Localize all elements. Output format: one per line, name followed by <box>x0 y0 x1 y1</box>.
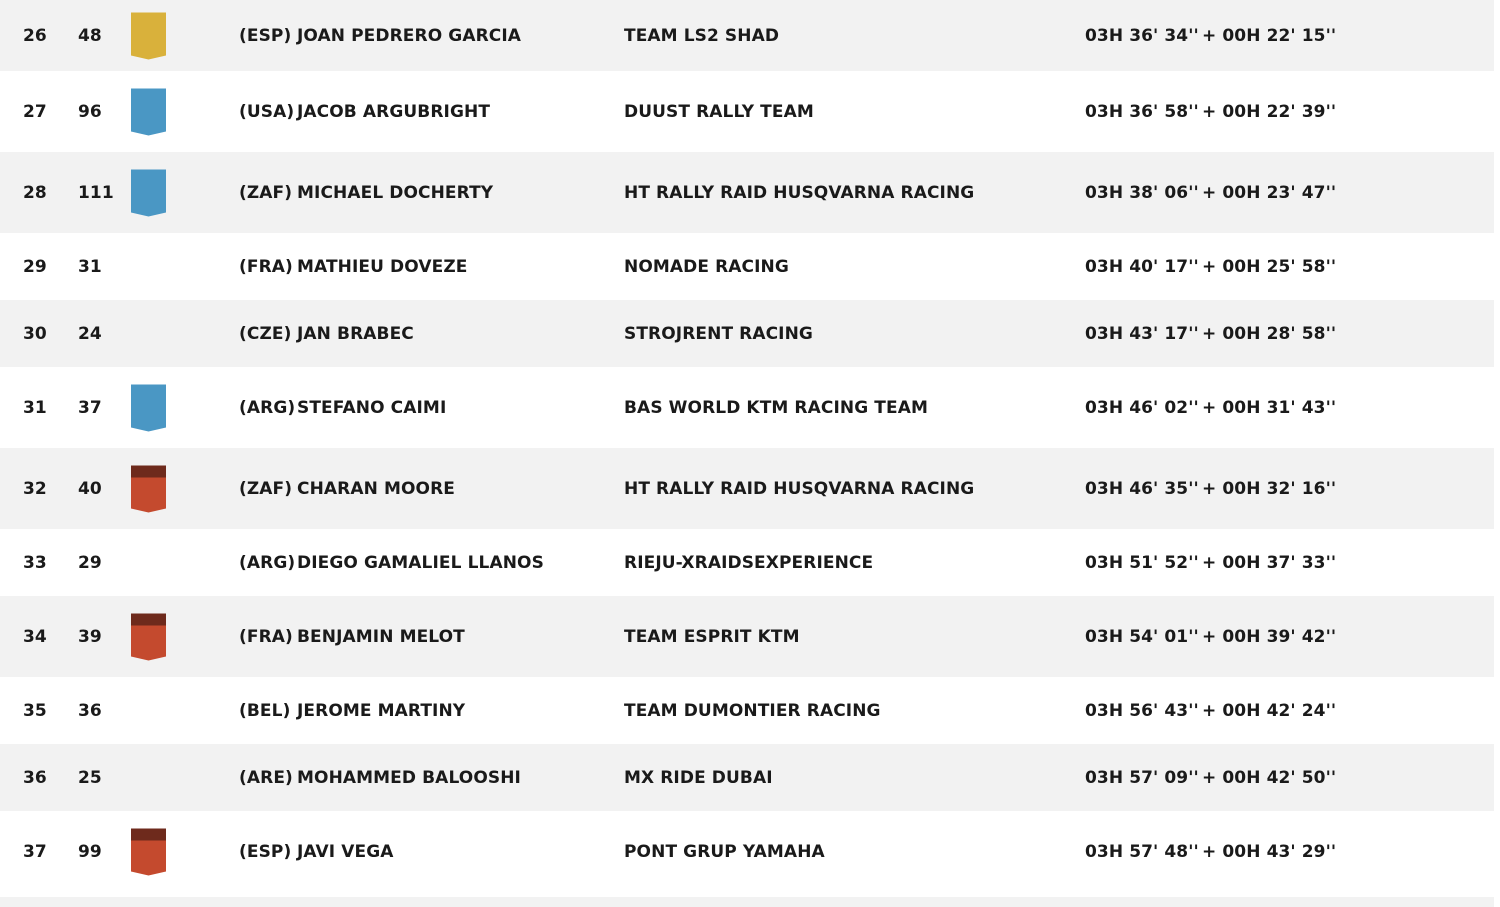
team-name-cell: HT RALLY RAID HUSQVARNA RACING <box>624 478 975 499</box>
country-code-cell: (ZAF) <box>239 478 293 499</box>
red-category-badge-icon <box>131 828 166 875</box>
table-row-37[interactable] <box>0 811 1497 892</box>
position-cell: 29 <box>23 256 47 277</box>
bib-number-cell: 99 <box>78 841 102 862</box>
gap-cell: + 00H 22' 15'' <box>1202 25 1337 46</box>
bib-number-cell: 37 <box>78 397 102 418</box>
gold-category-badge-icon <box>131 12 166 59</box>
time-cell: 03H 56' 43'' <box>1085 700 1199 721</box>
table-row-28[interactable] <box>0 152 1497 233</box>
bib-number-cell: 48 <box>78 25 102 46</box>
bib-number-cell: 96 <box>78 101 102 122</box>
blue-category-badge-icon <box>131 88 166 135</box>
rider-name-link[interactable]: DIEGO GAMALIEL LLANOS <box>297 552 544 573</box>
country-code-cell: (ESP) <box>239 841 292 862</box>
country-code-cell: (BEL) <box>239 700 291 721</box>
time-cell: 03H 57' 09'' <box>1085 767 1199 788</box>
time-cell: 03H 46' 35'' <box>1085 478 1199 499</box>
country-code-cell: (FRA) <box>239 256 293 277</box>
time-cell: 03H 46' 02'' <box>1085 397 1199 418</box>
gap-cell: + 00H 42' 24'' <box>1202 700 1337 721</box>
country-code-cell: (ARG) <box>239 552 296 573</box>
rider-name-link[interactable]: CHARAN MOORE <box>297 478 455 499</box>
position-cell: 35 <box>23 700 47 721</box>
table-row-36[interactable] <box>0 744 1497 811</box>
bib-number-cell: 25 <box>78 767 102 788</box>
gap-cell: + 00H 39' 42'' <box>1202 626 1337 647</box>
gap-cell: + 00H 43' 29'' <box>1202 841 1337 862</box>
time-cell: 03H 38' 06'' <box>1085 182 1199 203</box>
rider-name-link[interactable]: JAVI VEGA <box>297 841 394 862</box>
team-name-cell: TEAM ESPRIT KTM <box>624 626 800 647</box>
page-edge <box>1494 0 1497 907</box>
position-cell: 30 <box>23 323 47 344</box>
bib-number-cell: 24 <box>78 323 102 344</box>
table-row-32[interactable] <box>0 448 1497 529</box>
bib-number-cell: 40 <box>78 478 102 499</box>
rider-name-link[interactable]: JEROME MARTINY <box>297 700 466 721</box>
team-name-cell: STROJRENT RACING <box>624 323 813 344</box>
rider-name-link[interactable]: BENJAMIN MELOT <box>297 626 465 647</box>
blue-category-badge-icon <box>131 169 166 216</box>
bib-number-cell: 111 <box>78 182 114 203</box>
team-name-cell: NOMADE RACING <box>624 256 789 277</box>
team-name-cell: RIEJU-XRAIDSEXPERIENCE <box>624 552 874 573</box>
blue-category-badge-icon <box>131 384 166 431</box>
team-name-cell: BAS WORLD KTM RACING TEAM <box>624 397 928 418</box>
table-row-26[interactable] <box>0 0 1497 71</box>
position-cell: 37 <box>23 841 47 862</box>
table-row-33[interactable] <box>0 529 1497 596</box>
position-cell: 36 <box>23 767 47 788</box>
country-code-cell: (ARE) <box>239 767 293 788</box>
rider-name-link[interactable]: JAN BRABEC <box>297 323 414 344</box>
rider-name-link[interactable]: MOHAMMED BALOOSHI <box>297 767 521 788</box>
bib-number-cell: 29 <box>78 552 102 573</box>
table-row-30[interactable] <box>0 300 1497 367</box>
country-code-cell: (FRA) <box>239 626 293 647</box>
position-cell: 34 <box>23 626 47 647</box>
rider-name-link[interactable]: JACOB ARGUBRIGHT <box>297 101 491 122</box>
team-name-cell: TEAM LS2 SHAD <box>624 25 780 46</box>
gap-cell: + 00H 25' 58'' <box>1202 256 1337 277</box>
position-cell: 26 <box>23 25 47 46</box>
bib-number-cell: 39 <box>78 626 102 647</box>
gap-cell: + 00H 22' 39'' <box>1202 101 1337 122</box>
table-row-29[interactable] <box>0 233 1497 300</box>
position-cell: 31 <box>23 397 47 418</box>
gap-cell: + 00H 31' 43'' <box>1202 397 1337 418</box>
time-cell: 03H 40' 17'' <box>1085 256 1199 277</box>
red-category-badge-icon <box>131 465 166 512</box>
bib-number-cell: 36 <box>78 700 102 721</box>
team-name-cell: HT RALLY RAID HUSQVARNA RACING <box>624 182 975 203</box>
country-code-cell: (CZE) <box>239 323 292 344</box>
position-cell: 32 <box>23 478 47 499</box>
gap-cell: + 00H 28' 58'' <box>1202 323 1337 344</box>
table-row-35[interactable] <box>0 677 1497 744</box>
team-name-cell: PONT GRUP YAMAHA <box>624 841 825 862</box>
rider-name-link[interactable]: MICHAEL DOCHERTY <box>297 182 494 203</box>
rider-name-link[interactable]: MATHIEU DOVEZE <box>297 256 468 277</box>
country-code-cell: (ARG) <box>239 397 296 418</box>
team-name-cell: DUUST RALLY TEAM <box>624 101 814 122</box>
country-code-cell: (ESP) <box>239 25 292 46</box>
time-cell: 03H 57' 48'' <box>1085 841 1199 862</box>
team-name-cell: TEAM DUMONTIER RACING <box>624 700 881 721</box>
rider-name-link[interactable]: STEFANO CAIMI <box>297 397 447 418</box>
time-cell: 03H 43' 17'' <box>1085 323 1199 344</box>
country-code-cell: (USA) <box>239 101 295 122</box>
team-name-cell: MX RIDE DUBAI <box>624 767 773 788</box>
position-cell: 27 <box>23 101 47 122</box>
time-cell: 03H 36' 34'' <box>1085 25 1199 46</box>
country-code-cell: (ZAF) <box>239 182 293 203</box>
red-category-badge-icon <box>131 613 166 660</box>
table-row-27[interactable] <box>0 71 1497 152</box>
next-row-peek <box>0 897 1497 907</box>
table-row-31[interactable] <box>0 367 1497 448</box>
time-cell: 03H 51' 52'' <box>1085 552 1199 573</box>
gap-cell: + 00H 32' 16'' <box>1202 478 1337 499</box>
gap-cell: + 00H 37' 33'' <box>1202 552 1337 573</box>
gap-cell: + 00H 23' 47'' <box>1202 182 1337 203</box>
time-cell: 03H 54' 01'' <box>1085 626 1199 647</box>
bib-number-cell: 31 <box>78 256 102 277</box>
time-cell: 03H 36' 58'' <box>1085 101 1199 122</box>
table-row-34[interactable] <box>0 596 1497 677</box>
position-cell: 33 <box>23 552 47 573</box>
gap-cell: + 00H 42' 50'' <box>1202 767 1337 788</box>
position-cell: 28 <box>23 182 47 203</box>
rider-name-link[interactable]: JOAN PEDRERO GARCIA <box>297 25 522 46</box>
